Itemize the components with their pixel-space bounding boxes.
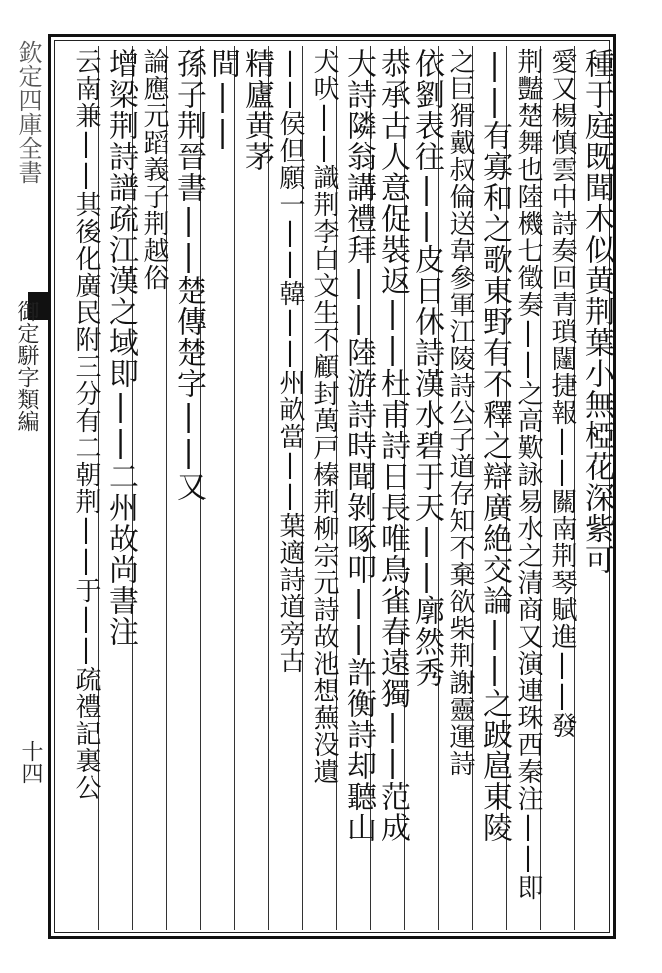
page-number: 十四: [18, 740, 43, 784]
text-column: 恭承古人意促裝返||杜甫詩日長唯鳥雀春遠獨||范成: [375, 48, 410, 843]
text-column: 增梁荆詩譜疏江漢之域即||二州故尚書注: [103, 48, 138, 647]
text-column: 荆豔楚舞也陸機七徵奏||之高歎詠易水之清商又演連珠西秦注||即: [513, 48, 543, 901]
text-column: 論應元蹈義子荆越俗: [139, 48, 169, 291]
margin-book-title: 御定駢字類編: [14, 300, 39, 432]
text-column: 大詩隣翁講禮拜||陸游詩時聞剝啄叩||許衡詩却聽山: [341, 48, 376, 843]
text-column: ||侯但願一||韓||州畝當||葉適詩道旁古: [275, 48, 305, 674]
text-column: 依劉表往||皮日休詩漢水碧于天||廓然秀: [409, 48, 444, 688]
text-column: 孫子荆晉書||楚傳楚字||又: [171, 48, 206, 502]
text-column: 種于庭既聞木似黄荆葉小無椏花深紫可: [579, 48, 614, 575]
text-column: 犬吠||識荆李白文生不顧封萬戸榛荆柳宗元詩故池想蕪没遺: [309, 48, 339, 785]
text-column: 間||: [205, 48, 240, 151]
text-column: 云南兼||其後化廣民附三分有二朝荆||于||疏禮記裏公: [71, 48, 101, 801]
text-column: ||有寡和之歌東野有不釋之辯廣絶交論||之跛扈東陵: [477, 48, 512, 843]
text-column: 愛又楊慎雲中詩奏回青瑣闥捷報||關南荆琴賦進||發: [547, 48, 577, 739]
text-column: 精廬黄茅: [239, 48, 274, 172]
text-column: 之巨猾戴叔倫送韋參軍江陵詩公子道存知不棄欲柴荆謝靈運詩: [445, 48, 475, 777]
margin-edge-text: 欽定四庫全書: [14, 40, 42, 184]
